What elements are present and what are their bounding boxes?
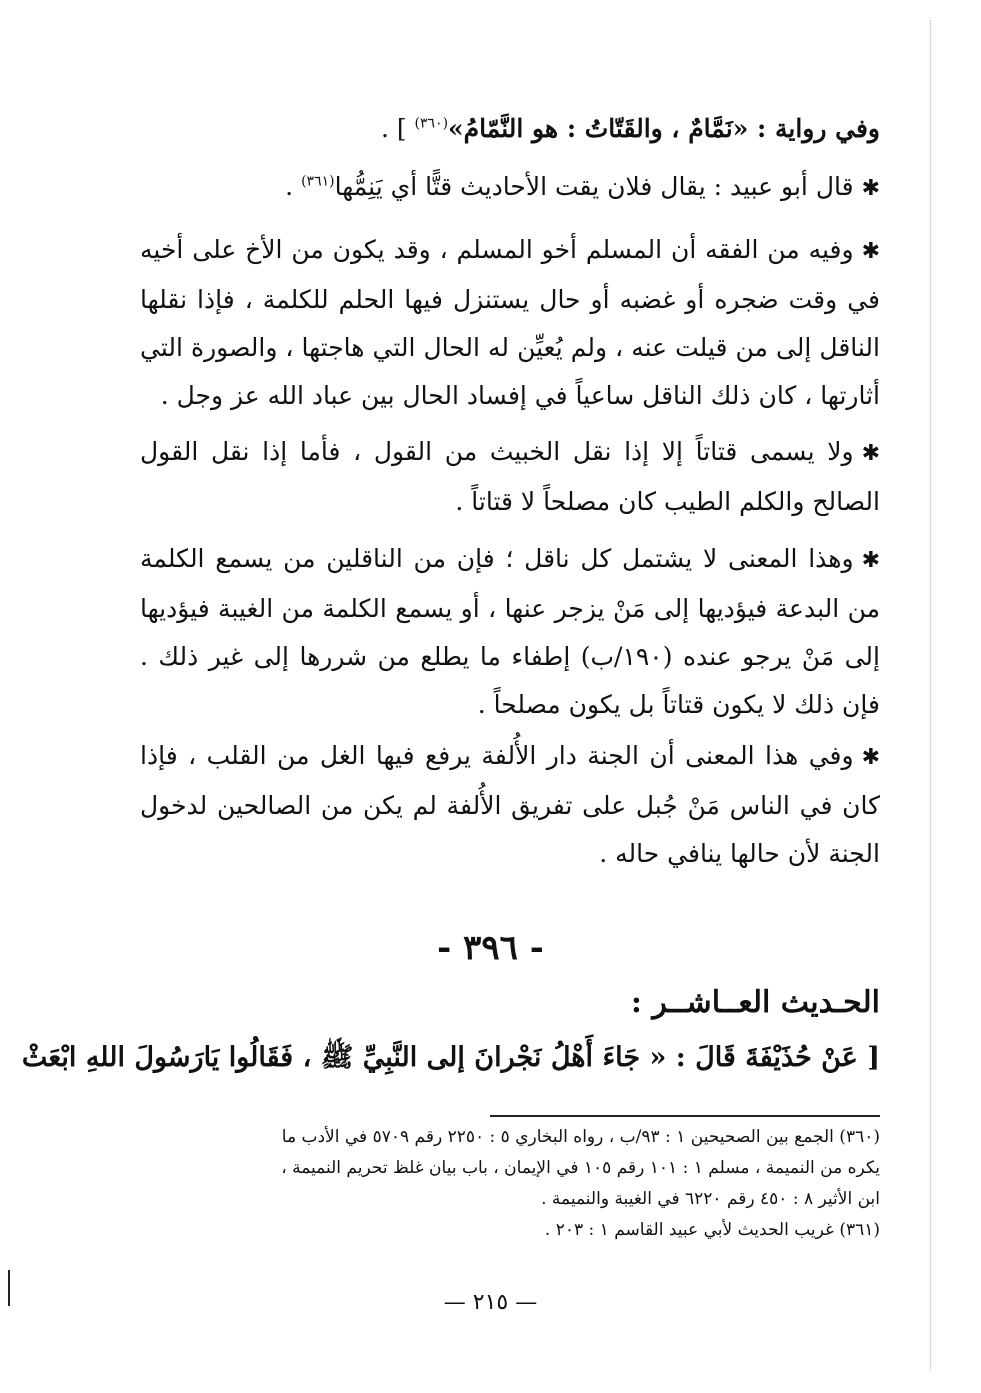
paragraph-riwaya: وفي رواية : «نَمَّامٌ ، والقَتّاتُ : هو النَّمّامُ»$^{(٣٦٠)}$ ] . xyxy=(380,114,880,143)
page-number: — ٢١٥ — xyxy=(443,1290,538,1315)
bullet-star-icon: ✱ xyxy=(861,548,880,573)
paragraph-janna: ✱وفي هذا المعنى أن الجنة دار الأُلفة يرفع فيها الغل من القلب ، فإذا كان في الناس مَنْ جُبل على تفريق الأُلفة لم يكن من الصالحين لدخول الجنة لأن حالها ينافي حاله . xyxy=(140,741,880,868)
bullet-star-icon: ✱ xyxy=(861,441,880,466)
bullet-star-icon: ✱ xyxy=(861,176,880,201)
paragraph-qattat: ✱ولا يسمى قتاتاً إلا إذا نقل الخبيث من القول ، فأما إذا نقل القول الصالح والكلم الطيب كان مصلحاً لا قتاتاً . xyxy=(140,437,880,516)
footnote-line: ابن الأثير ٨ : ٤٥٠ رقم ٦٢٢٠ في الغيبة والنميمة . xyxy=(541,1189,880,1209)
footnote-divider xyxy=(490,1115,880,1117)
footnote-ref-360[interactable]: (٣٦٠) xyxy=(414,115,449,132)
scan-edge-dots xyxy=(930,20,931,1370)
paragraph-naqil: ✱وهذا المعنى لا يشتمل كل ناقل ؛ فإن من الناقلين من يسمع الكلمة من البدعة فيؤديها إلى مَنْ يزجر عنها ، أو يسمع الكلمة من الغيبة فيؤديها إلى مَنْ يرجو عنده (١٩٠/ب) إطفاء ما يطلع من شررها إلى غير ذلك . فإن ذلك لا يكون قتاتاً بل يكون مصلحاً . xyxy=(140,544,880,719)
hadith-line: [ عَنْ حُذَيْفَةَ قَالَ : « جَاءَ أَهْلُ نَجْرانَ إلى النَّبِيِّ ﷺ ، فَقَالُوا يَارَسُولَ اللهِ ابْعَثْ xyxy=(21,1042,880,1073)
section-title: الحـديث العــاشــر : xyxy=(630,985,880,1020)
inner-page-marker: - ٣٩٦ - xyxy=(437,928,544,968)
footnote-line: (٣٦٠) الجمع بين الصحيحين ١ : ٩٣/ب ، رواه البخاري ٥ : ٢٢٥٠ رقم ٥٧٠٩ في الأدب ما xyxy=(281,1127,880,1147)
paragraph-abu-ubaid: ✱قال أبو عبيد : يقال فلان يقت الأحاديث قتًّا أي يَنِمُّها$^{(٣٦١)}$ . xyxy=(285,172,880,201)
footnote-line: (٣٦١) غريب الحديث لأبي عبيد القاسم ١ : ٢٠٣ . xyxy=(544,1220,880,1240)
footnote-ref-361[interactable]: (٣٦١) xyxy=(301,173,335,190)
paragraph-fiqh: ✱وفيه من الفقه أن المسلم أخو المسلم ، وقد يكون من الأخ على أخيه في وقت ضجره أو غضبه أو حال يستنزل فيها الحلم للكلمة ، فإذا نقلها الناقل إلى من قيلت عنه ، ولم يُعيِّن له الحال التي هاجتها ، والصورة التي أثارتها ، كان ذلك الناقل ساعياً في إفساد الحال بين عباد الله عز وجل . xyxy=(140,235,880,410)
bullet-star-icon: ✱ xyxy=(861,745,880,770)
footnote-line: يكره من النميمة ، مسلم ١ : ١٠١ رقم ١٠٥ في الإيمان ، باب بيان غلظ تحريم النميمة ، xyxy=(281,1158,880,1178)
bullet-star-icon: ✱ xyxy=(861,239,880,264)
footnotes xyxy=(130,1122,880,1246)
